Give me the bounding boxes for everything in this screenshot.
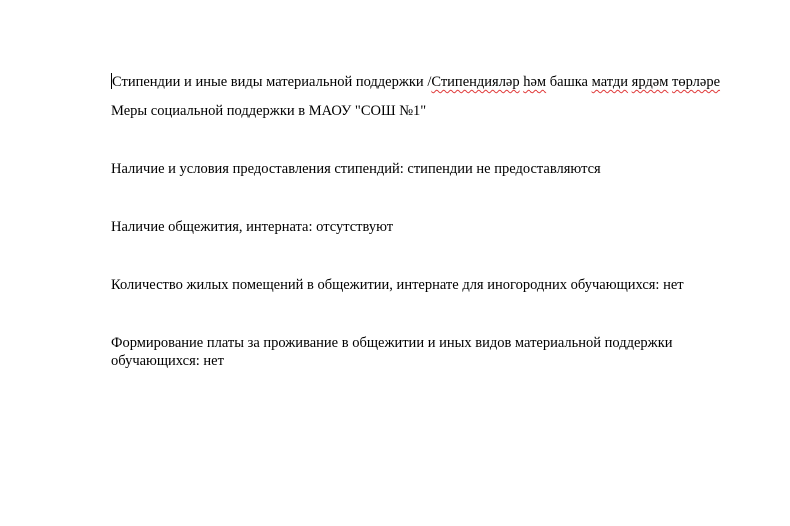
- heading-tt-word: һәм: [523, 74, 547, 90]
- dormitory-info: Наличие общежития, интерната: отсутствуют: [111, 219, 394, 235]
- social-support-measures: Меры социальной поддержки в МАОУ "СОШ №1": [111, 103, 427, 119]
- heading-tt-word: Стипендияләр: [431, 74, 520, 90]
- heading-tt-word: ярдәм: [631, 74, 669, 90]
- heading-tt-word: башка: [549, 74, 588, 90]
- stipends-info: Наличие и условия предоставления стипендий: стипендии не предоставляются: [111, 161, 601, 177]
- heading-tt-word: матди: [591, 74, 629, 90]
- fee-info: Формирование платы за проживание в общежитии и иных видов материальной поддержки обучающихся: нет: [111, 335, 673, 369]
- heading-tt-word: төрләре: [672, 74, 721, 90]
- heading-ru: Стипендии и иные виды материальной поддержки /: [112, 74, 432, 90]
- heading-line[interactable]: [111, 73, 720, 91]
- rooms-info: Количество жилых помещений в общежитии, интернате для иногородних обучающихся: нет: [111, 277, 684, 293]
